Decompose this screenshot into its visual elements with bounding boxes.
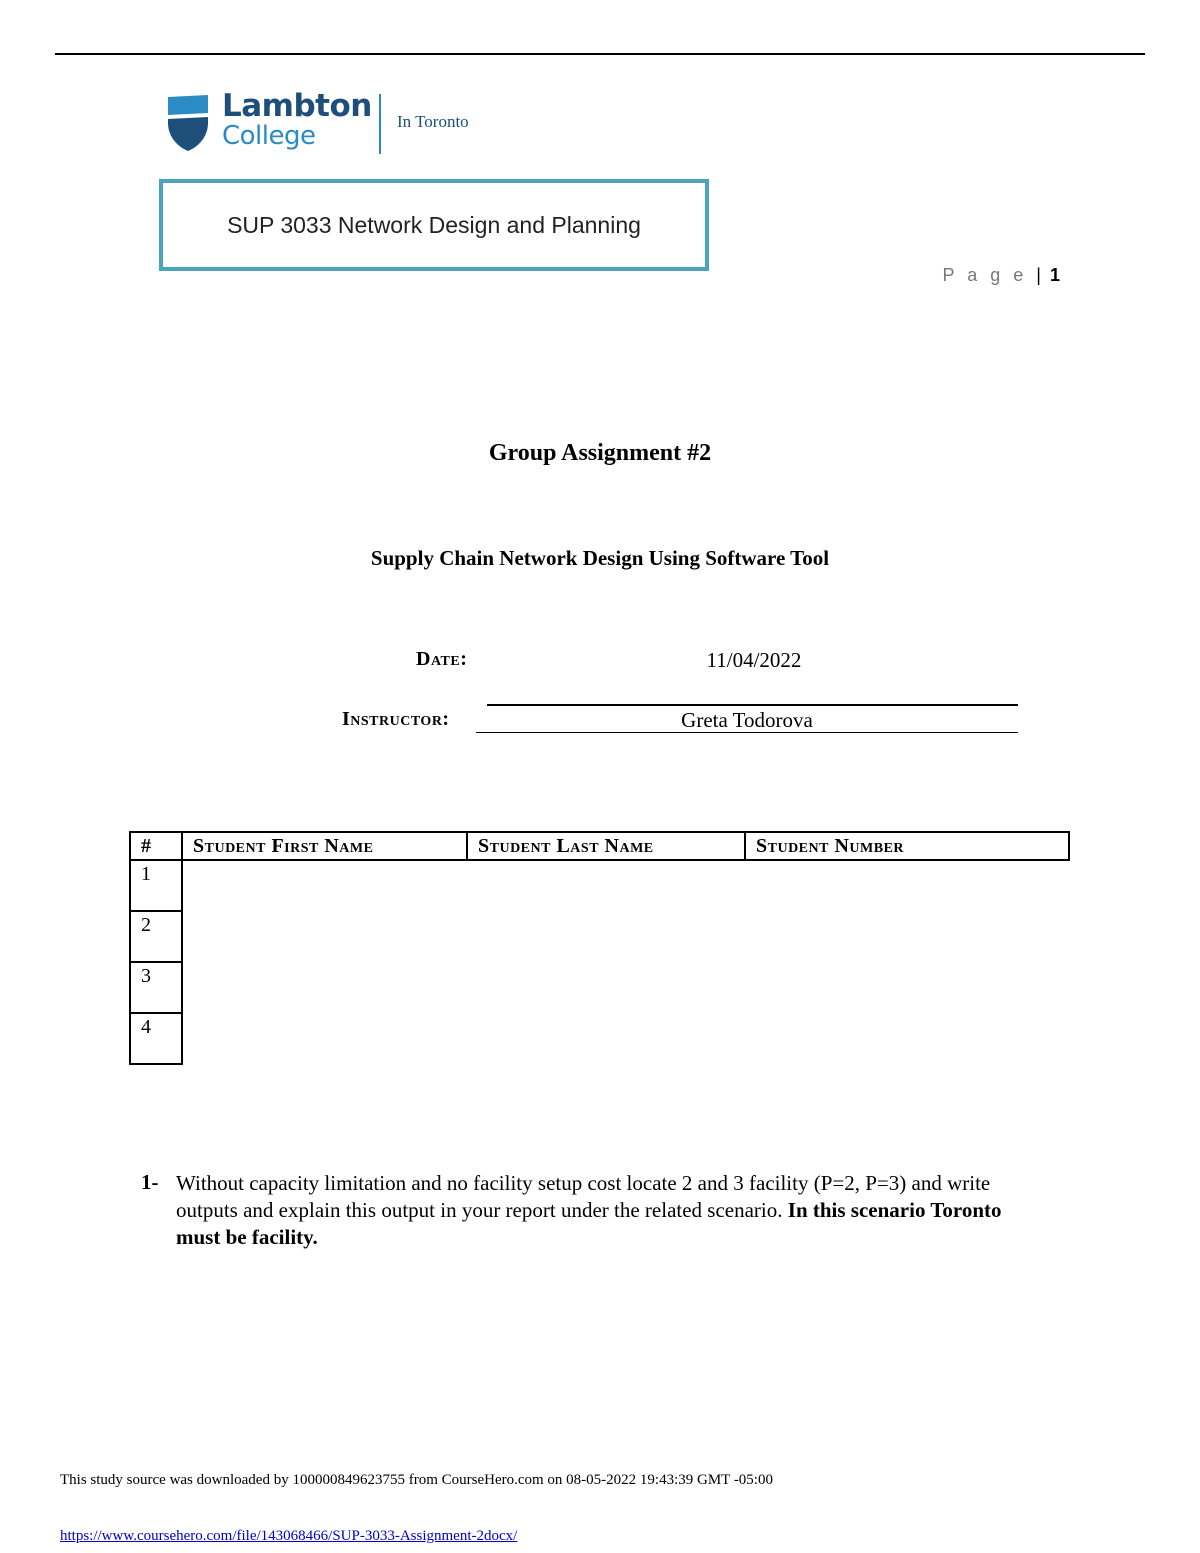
- logo-wordmark-college: College: [222, 121, 316, 151]
- logo-city: In Toronto: [397, 112, 469, 131]
- document-title: Group Assignment #2: [488, 440, 712, 466]
- last-name-cell[interactable]: [467, 860, 745, 911]
- row-number: 3: [130, 962, 182, 1013]
- date-value: 11/04/2022: [706, 648, 802, 672]
- header-rule: [55, 53, 1145, 55]
- document-subtitle: Supply Chain Network Design Using Software Tool: [370, 546, 830, 570]
- table-row: [130, 911, 1069, 962]
- last-name-cell[interactable]: [467, 962, 745, 1013]
- table-row: [130, 860, 1069, 911]
- lambton-shield-icon: [166, 93, 216, 155]
- question-emphasis: In this scenario Toronto must be facility.: [176, 1198, 1002, 1249]
- header-first-name: Student First Name: [182, 832, 467, 860]
- row-number: 4: [130, 1013, 182, 1064]
- date-label: Date:: [416, 648, 468, 670]
- page-indicator: [943, 265, 1060, 286]
- question-number: 1-: [141, 1170, 159, 1194]
- student-table: [129, 831, 1070, 1065]
- instructor-rule: [487, 704, 1018, 706]
- logo-wordmark-lambton: Lambton: [222, 88, 372, 124]
- row-number: 1: [130, 860, 182, 911]
- header-student-number: Student Number: [745, 832, 1069, 860]
- student-number-cell[interactable]: [745, 911, 1069, 962]
- last-name-cell[interactable]: [467, 911, 745, 962]
- course-title: SUP 3033 Network Design and Planning: [227, 211, 641, 238]
- question-body: Without capacity limitation and no facility setup cost locate 2 and 3 facility (P=2, P=3) and write outputs and explain this output in your report under the related scenario.: [176, 1171, 991, 1222]
- header-number: #: [130, 832, 182, 860]
- instructor-value: Greta Todorova: [476, 708, 1018, 733]
- first-name-cell[interactable]: [182, 962, 467, 1013]
- row-number: 2: [130, 911, 182, 962]
- download-notice: This study source was downloaded by 100000849623755 from CourseHero.com on 08-05-2022 19:43:39 GMT -05:00: [60, 1472, 773, 1488]
- student-number-cell[interactable]: [745, 962, 1069, 1013]
- student-number-cell[interactable]: [745, 1013, 1069, 1064]
- instructor-label: Instructor:: [342, 708, 450, 730]
- page-label: P a g e: [942, 265, 1028, 285]
- page-separator: |: [1036, 265, 1041, 285]
- header-last-name: Student Last Name: [467, 832, 745, 860]
- question-text: [176, 1170, 1046, 1251]
- logo-divider: [379, 94, 381, 154]
- first-name-cell[interactable]: [182, 1013, 467, 1064]
- table-row: [130, 962, 1069, 1013]
- first-name-cell[interactable]: [182, 911, 467, 962]
- source-link[interactable]: https://www.coursehero.com/file/143068466/SUP-3033-Assignment-2docx/: [60, 1528, 518, 1544]
- table-header-row: [130, 832, 1069, 860]
- course-title-box: [159, 179, 709, 271]
- last-name-cell[interactable]: [467, 1013, 745, 1064]
- student-number-cell[interactable]: [745, 860, 1069, 911]
- page-number: 1: [1049, 265, 1060, 285]
- table-row: [130, 1013, 1069, 1064]
- first-name-cell[interactable]: [182, 860, 467, 911]
